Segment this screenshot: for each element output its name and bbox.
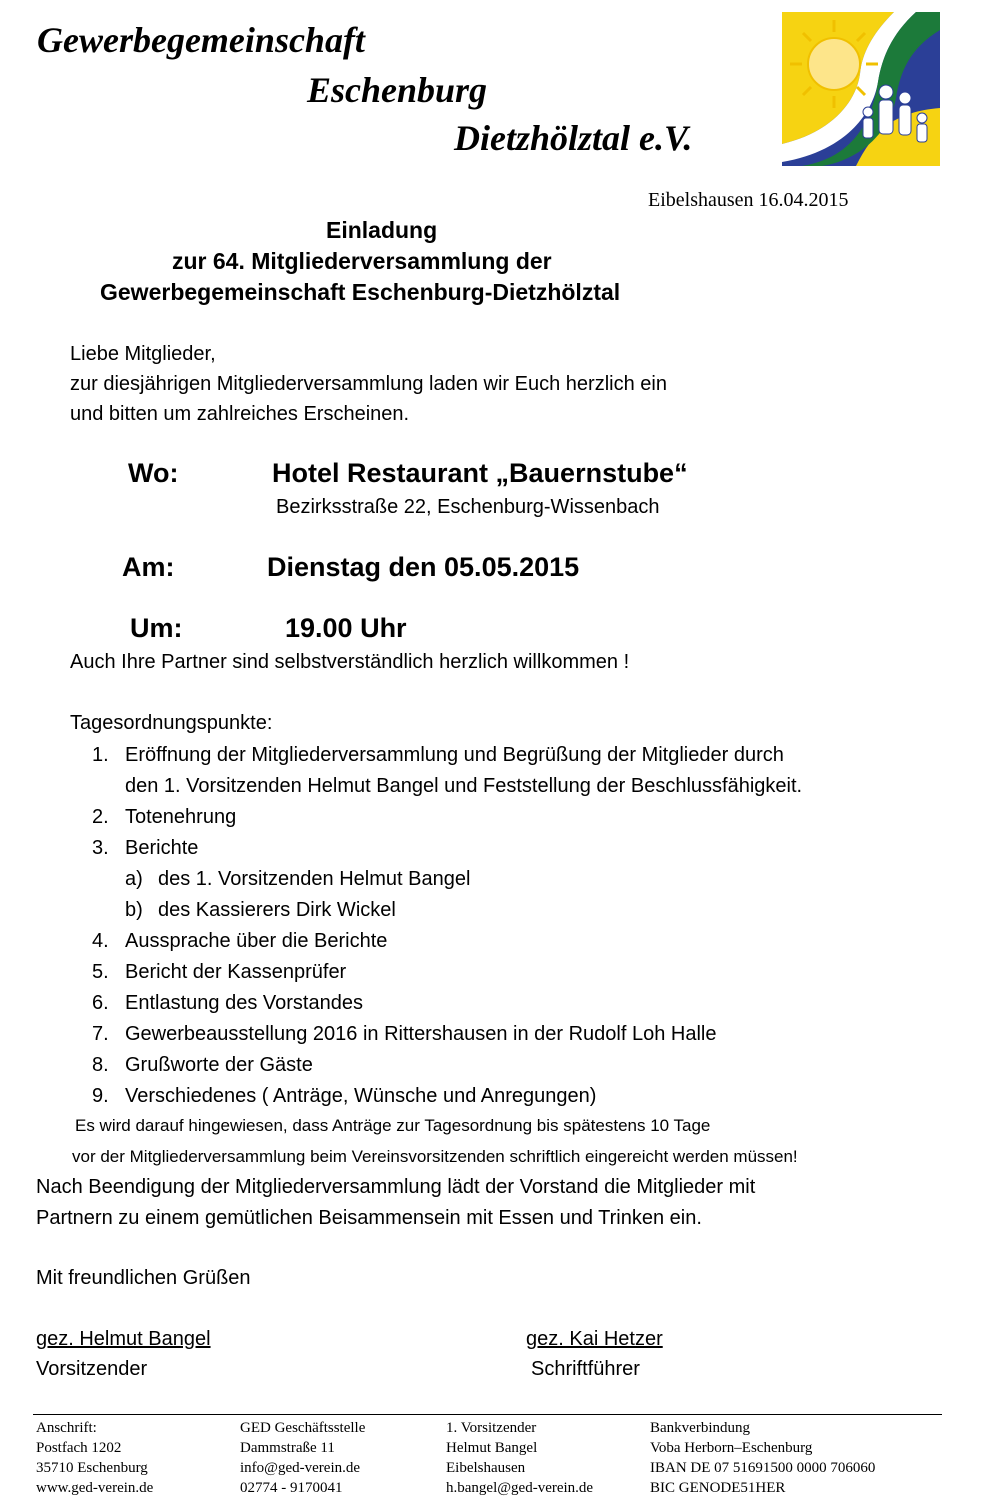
agenda-item-number: 3.: [92, 837, 109, 859]
intro-line-1: zur diesjährigen Mitgliederversammlung laden wir Euch herzlich ein: [70, 373, 667, 395]
agenda-item-text: Bericht der Kassenprüfer: [125, 961, 347, 983]
agenda-item-number: 8.: [92, 1054, 109, 1076]
agenda-item-number: 1.: [92, 744, 109, 766]
agenda-item: [92, 1081, 802, 1112]
title-einladung: Einladung: [326, 217, 438, 243]
footer-bank-label: Bankverbindung: [650, 1420, 750, 1436]
agenda-item-text: Totenehrung: [125, 806, 237, 828]
agenda-item: [92, 740, 802, 802]
greeting: Liebe Mitglieder,: [70, 343, 216, 365]
date-line: Eibelshausen 16.04.2015: [648, 189, 849, 211]
footer-chairman-column: [446, 1418, 593, 1498]
agenda-item-text: Berichte: [125, 837, 199, 859]
agenda-list: [92, 740, 802, 1112]
footer-office-phone: 02774 - 9170041: [240, 1480, 343, 1496]
agenda-item-number: 5.: [92, 961, 109, 983]
agenda-item: [92, 957, 802, 988]
time-label: Um:: [130, 613, 183, 643]
footer-chairman-town: Eibelshausen: [446, 1460, 526, 1476]
agenda-item-number: 7.: [92, 1023, 109, 1045]
footer-bank-column: [650, 1418, 875, 1498]
agenda-item-text: Eröffnung der Mitgliederversammlung und Begrüßung der Mitglieder durch: [125, 744, 784, 766]
closing-line-2: Partnern zu einem gemütlichen Beisammensein mit Essen und Trinken ein.: [36, 1207, 702, 1229]
family-sun-road-logo: [782, 12, 940, 166]
agenda-heading: Tagesordnungspunkte:: [70, 712, 273, 734]
footer-postal-city: 35710 Eschenburg: [36, 1460, 148, 1476]
footer-chairman-email-link[interactable]: h.bangel@ged-verein.de: [446, 1480, 594, 1496]
agenda-item: [92, 988, 802, 1019]
notice-line-2: vor der Mitgliederversammlung beim Vereinsvorsitzenden schriftlich eingereicht werden müssen!: [72, 1147, 798, 1166]
time-value: 19.00 Uhr: [285, 613, 407, 643]
notice-line-1: Es wird darauf hingewiesen, dass Anträge zur Tagesordnung bis spätestens 10 Tage: [75, 1116, 711, 1135]
where-value: Hotel Restaurant „Bauernstube“: [272, 458, 688, 488]
title-line-2: zur 64. Mitgliederversammlung der: [172, 248, 552, 274]
signature-name-chairman: gez. Helmut Bangel: [36, 1328, 211, 1350]
footer-office-email-link[interactable]: info@ged-verein.de: [240, 1460, 361, 1476]
footer-office-label: GED Geschäftsstelle: [240, 1420, 366, 1436]
when-label: Am:: [122, 552, 175, 582]
intro-line-2: und bitten um zahlreiches Erscheinen.: [70, 403, 410, 425]
when-value: Dienstag den 05.05.2015: [267, 552, 580, 582]
agenda-item-number: 9.: [92, 1085, 109, 1107]
agenda-subitem-letter: a): [125, 868, 143, 890]
agenda-item: [92, 926, 802, 957]
agenda-item: [92, 802, 802, 833]
footer-office-street: Dammstraße 11: [240, 1440, 335, 1456]
footer-bank-iban: IBAN DE 07 51691500 0000 706060: [650, 1460, 876, 1476]
where-address: Bezirksstraße 22, Eschenburg-Wissenbach: [276, 496, 660, 518]
closing-line-1: Nach Beendigung der Mitgliederversammlung lädt der Vorstand die Mitglieder mit: [36, 1176, 756, 1198]
partners-note: Auch Ihre Partner sind selbstverständlich herzlich willkommen !: [70, 651, 630, 673]
footer-chairman-label: 1. Vorsitzender: [446, 1420, 537, 1436]
regards: Mit freundlichen Grüßen: [36, 1267, 251, 1289]
footer-office-column: [240, 1418, 365, 1498]
agenda-item-text: Entlastung des Vorstandes: [125, 992, 363, 1014]
agenda-item-text: Verschiedenes ( Anträge, Wünsche und Anregungen): [125, 1085, 597, 1107]
title-line-3: Gewerbegemeinschaft Eschenburg-Dietzhölztal: [100, 279, 621, 305]
agenda-item-text-continued: den 1. Vorsitzenden Helmut Bangel und Feststellung der Beschlussfähigkeit.: [125, 775, 803, 797]
footer-website-link[interactable]: www.ged-verein.de: [36, 1480, 154, 1496]
agenda-item-text: Aussprache über die Berichte: [125, 930, 388, 952]
footer-divider: [33, 1414, 942, 1415]
agenda-item: [92, 1019, 802, 1050]
footer-address-column: [36, 1418, 153, 1498]
signature-role-chairman: Vorsitzender: [36, 1358, 148, 1380]
agenda-item-number: 6.: [92, 992, 109, 1014]
footer-address-label: Anschrift:: [36, 1420, 97, 1436]
agenda-item-number: 4.: [92, 930, 109, 952]
footer-chairman-name: Helmut Bangel: [446, 1440, 538, 1456]
org-name-line-2: Eschenburg: [307, 70, 488, 110]
agenda-item: [92, 1050, 802, 1081]
footer-bank-name: Voba Herborn–Eschenburg: [650, 1440, 813, 1456]
agenda-item-text: Grußworte der Gäste: [125, 1054, 313, 1076]
agenda-subitem-letter: b): [125, 899, 143, 921]
org-name-line-3: Dietzhölztal e.V.: [454, 118, 693, 158]
agenda-subitem: [125, 895, 802, 926]
agenda-item: [92, 833, 802, 926]
where-label: Wo:: [128, 458, 179, 488]
agenda-subitem: [125, 864, 802, 895]
agenda-subitem-text: des 1. Vorsitzenden Helmut Bangel: [158, 868, 471, 890]
agenda-item-text: Gewerbeausstellung 2016 in Rittershausen in der Rudolf Loh Halle: [125, 1023, 717, 1045]
signature-role-secretary: Schriftführer: [531, 1358, 640, 1380]
footer-po-box: Postfach 1202: [36, 1440, 122, 1456]
agenda-item-number: 2.: [92, 806, 109, 828]
org-name-line-1: Gewerbegemeinschaft: [37, 20, 365, 60]
footer-bank-bic: BIC GENODE51HER: [650, 1480, 786, 1496]
signature-name-secretary: gez. Kai Hetzer: [526, 1328, 663, 1350]
agenda-subitem-text: des Kassierers Dirk Wickel: [158, 899, 396, 921]
